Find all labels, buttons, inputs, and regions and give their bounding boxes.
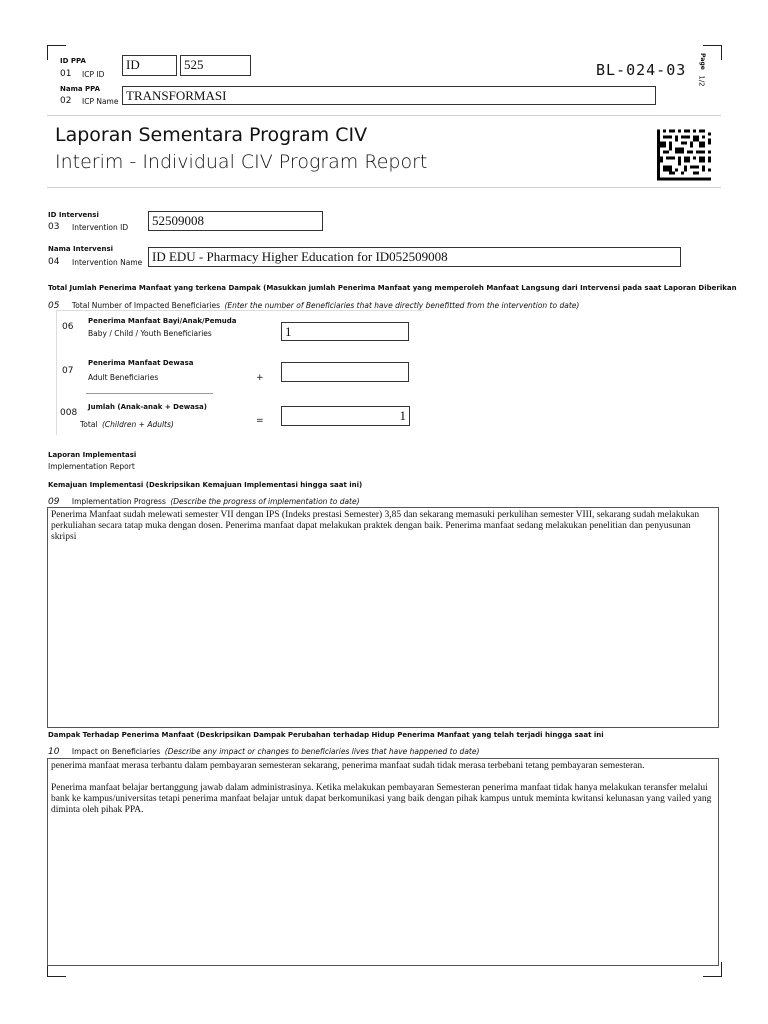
nama-ppa-number: 02 [60,96,72,106]
id-ppa-label: ID PPA [60,57,86,65]
beneficiaries-row-hint: (Children + Adults) [101,420,174,429]
nama-ppa-label: Nama PPA [60,85,101,93]
page-label: Page [698,53,706,70]
beneficiaries-row-sublabel: Adult Beneficiaries [88,373,159,382]
implementation-progress-sublabel: Implementation Progress [71,497,166,506]
page-indicator [697,50,714,94]
title-divider [47,187,721,188]
impact-label: Dampak Terhadap Penerima Manfaat (Deskripsikan Dampak Perubahan terhadap Hidup Penerima Manfaat yang telah terjadi hingga saat ini [48,731,604,739]
sum-divider [86,393,213,394]
id-ppa-number: 01 [60,69,72,79]
impact-subrow [48,741,479,759]
report-title-en: Interim - Individual CIV Program Report [55,151,428,173]
impact-sublabel: Impact on Beneficiaries [71,747,161,756]
icp-id-field[interactable]: 525 [180,55,251,76]
header-divider [47,115,721,116]
beneficiaries-row-sublabel: Total [80,420,98,429]
impact-textarea[interactable]: penerima manfaat merasa terbantu dalam pembayaran semesteran sekarang, penerima manfaat sudah tidak merasa terbebani tetang pembayaran semesteran. Penerima manfaat belajar bertanggung jawab dalam administrasinya. Ketika melakukan pembayaran Semesteran penerima manfaat tidak hanya melakukan teransfer melalui bank ke kampus/universitas tetapi penerima manfaat belajar untuk dapat berkomunikasi yang baik dengan pihak kampus untuk meminta kwitansi kelunasan yang vailed yang diminta oleh pihak PPA. [47,758,719,966]
form-code: BL-024-03 [596,61,687,79]
report-title-id: Laporan Sementara Program CIV [55,124,368,146]
id-ppa-sublabel: ICP ID [82,70,105,79]
datamatrix-barcode-icon [657,129,711,181]
beneficiaries-row-number: 06 [62,322,74,332]
beneficiaries-row-number: 008 [60,408,78,418]
impact-hint: (Describe any impact or changes to beneficiaries lives that have happened to date) [164,747,480,756]
child-beneficiaries-field[interactable]: 1 [281,322,409,341]
total-beneficiaries-sublabel: Total Number of Impacted Beneficiaries [71,301,220,310]
beneficiaries-row-number: 07 [62,366,74,376]
beneficiaries-row-label: Jumlah (Anak-anak + Dewasa) [88,403,207,411]
implementation-progress-label: Kemajuan Implementasi (Deskripsikan Kemajuan Implementasi hingga saat ini) [48,481,363,489]
implementation-progress-number: 09 [48,497,60,507]
implementation-report-label: Laporan Implementasi [48,451,137,459]
icp-id-prefix-field[interactable]: ID [122,55,177,76]
intervention-name-sublabel: Intervention Name [72,258,143,267]
intervention-id-sublabel: Intervention ID [72,223,129,232]
beneficiaries-row-sublabel: Baby / Child / Youth Beneficiaries [88,329,212,338]
intervention-name-number: 04 [48,257,60,267]
beneficiaries-row-label: Penerima Manfaat Dewasa [88,359,194,367]
impact-number: 10 [48,747,60,757]
intervention-id-field[interactable]: 52509008 [148,211,323,231]
implementation-progress-textarea[interactable]: Penerima Manfaat sudah melewati semester VII dengan IPS (Indeks prestasi Semester) 3,85 dan sekarang memasuki perkulihan semester VIII, sekarang sudah melakukan perkuliahan secara tatap muka dengan dosen. Penerima manfaat dapat melakukan praktek dengan baik. Penerima manfaat sedang melakukan penelitian dan penyusunan skripsi [47,507,719,728]
beneficiaries-total-sub [80,414,174,432]
intervention-name-label: Nama Intervensi [48,245,114,253]
plus-operator: + [256,373,264,383]
implementation-progress-hint: (Describe the progress of implementation to date) [170,497,360,506]
equals-operator: = [256,416,264,426]
page-number: 1/2 [697,75,706,87]
beneficiaries-row-label: Penerima Manfaat Bayi/Anak/Pemuda [88,317,237,325]
adult-beneficiaries-field[interactable] [281,362,409,382]
total-beneficiaries-number: 05 [48,301,60,311]
total-beneficiaries-hint: (Enter the number of Beneficiaries that have directly benefitted from the intervention to date) [224,301,580,310]
intervention-id-label: ID Intervensi [48,211,99,219]
total-beneficiaries-label: Total Jumlah Penerima Manfaat yang terkena Dampak (Masukkan jumlah Penerima Manfaat yang memperoleh Manfaat Langsung dari Intervensi pada saat Laporan Diberikan [48,284,737,292]
intervention-name-field[interactable]: ID EDU - Pharmacy Higher Education for ID052509008 [148,247,681,267]
icp-name-field[interactable]: TRANSFORMASI [122,86,656,105]
intervention-id-number: 03 [48,222,60,232]
total-beneficiaries-field[interactable]: 1 [281,406,410,426]
implementation-report-sublabel: Implementation Report [48,462,135,471]
nama-ppa-sublabel: ICP Name [82,97,119,106]
